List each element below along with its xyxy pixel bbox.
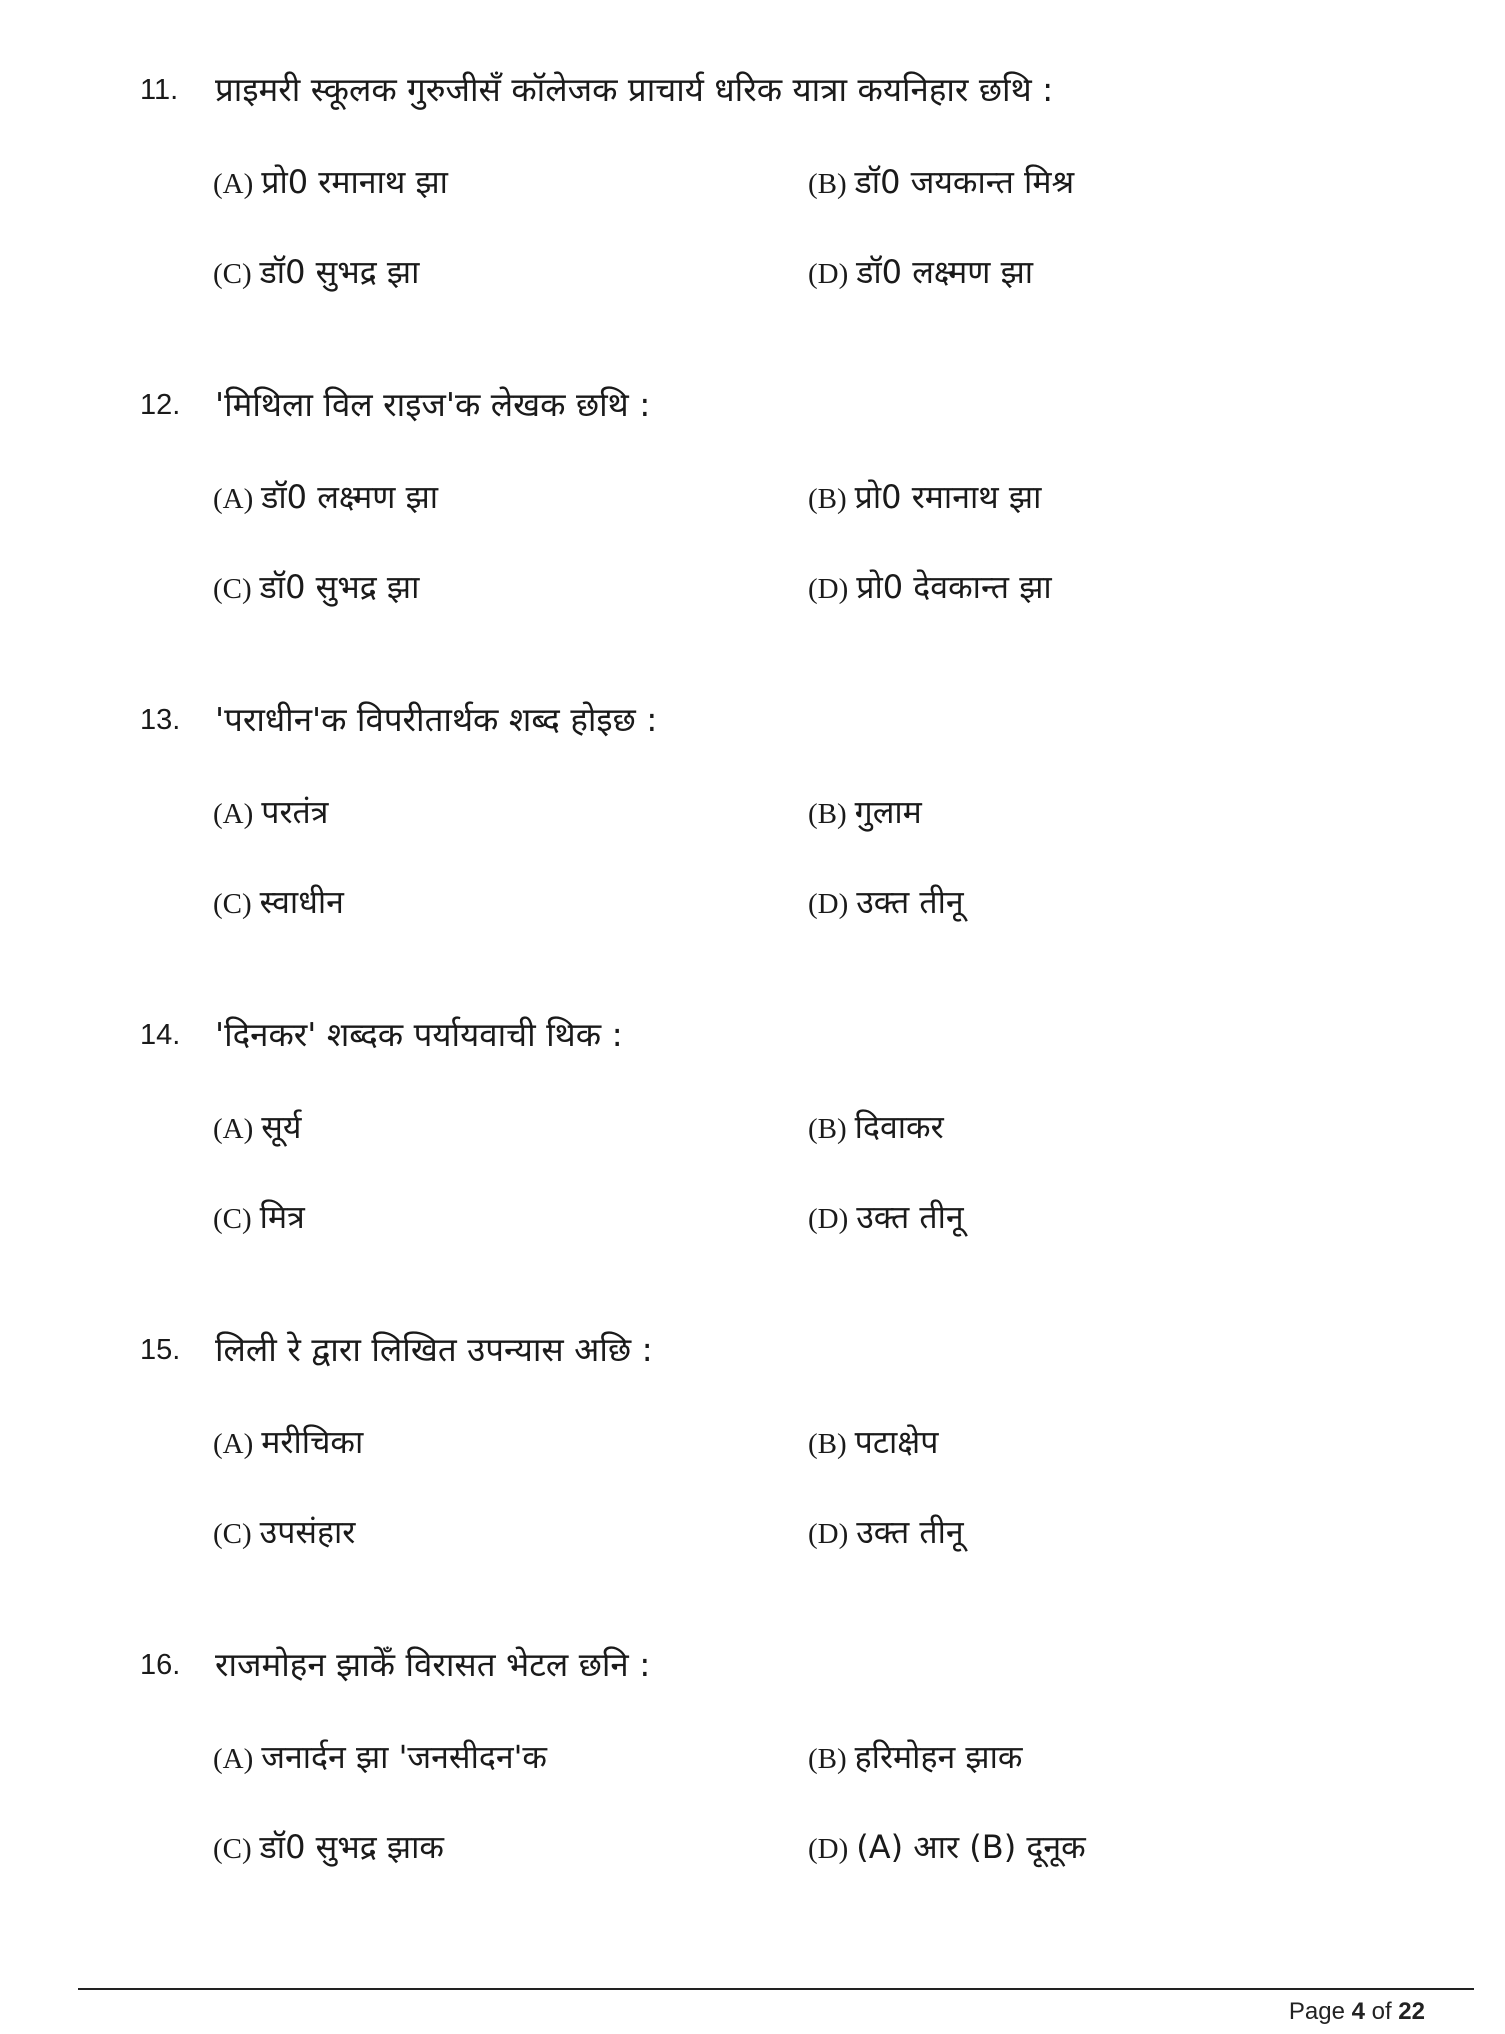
option-text: डॉ0 सुभद्र झा xyxy=(259,253,420,291)
page-number xyxy=(1289,1997,1425,2027)
option-text: स्वाधीन xyxy=(259,883,344,921)
option-label: (C) xyxy=(213,1833,252,1865)
option-text: (A) आर (B) दूनूक xyxy=(856,1828,1086,1866)
option-text: प्रो0 रमानाथ झा xyxy=(261,163,448,201)
option-b xyxy=(808,477,1041,519)
option-text: पटाक्षेप xyxy=(854,1423,939,1461)
page-current: 4 xyxy=(1351,1998,1365,2025)
option-label: (B) xyxy=(808,483,847,515)
option-c xyxy=(213,252,419,294)
question-number: 14. xyxy=(140,1019,181,1051)
option-text: दिवाकर xyxy=(854,1108,944,1146)
option-label: (C) xyxy=(213,258,252,290)
option-text: जनार्दन झा 'जनसीदन'क xyxy=(261,1738,547,1776)
option-text: उक्त तीनू xyxy=(856,1198,964,1236)
option-label: (A) xyxy=(213,798,254,830)
option-d xyxy=(808,1197,964,1239)
option-label: (A) xyxy=(213,1428,254,1460)
question-number: 13. xyxy=(140,704,181,736)
option-label: (C) xyxy=(213,1518,252,1550)
option-a xyxy=(213,1107,301,1149)
option-label: (D) xyxy=(808,1833,849,1865)
question-number: 12. xyxy=(140,389,181,421)
option-a xyxy=(213,477,438,519)
option-a xyxy=(213,792,328,834)
option-b xyxy=(808,1107,944,1149)
option-label: (C) xyxy=(213,888,252,920)
footer-divider xyxy=(78,1988,1474,1990)
option-label: (A) xyxy=(213,1113,254,1145)
option-label: (C) xyxy=(213,1203,252,1235)
option-text: डॉ0 सुभद्र झा xyxy=(259,568,420,606)
option-label: (D) xyxy=(808,1518,849,1550)
option-label: (A) xyxy=(213,168,254,200)
option-text: प्रो0 रमानाथ झा xyxy=(854,478,1042,516)
option-d xyxy=(808,567,1052,609)
option-text: प्रो0 देवकान्त झा xyxy=(856,568,1052,606)
option-d xyxy=(808,882,964,924)
question-number: 15. xyxy=(140,1334,181,1366)
question-block xyxy=(0,1645,1505,1945)
question-block xyxy=(0,385,1505,685)
question-block xyxy=(0,1015,1505,1315)
option-d xyxy=(808,1512,964,1554)
option-label: (B) xyxy=(808,798,847,830)
option-a xyxy=(213,1422,363,1464)
question-text: 'पराधीन'क विपरीतार्थक शब्द होइछ : xyxy=(215,700,658,739)
option-c xyxy=(213,567,419,609)
option-text: सूर्य xyxy=(261,1108,302,1146)
option-c xyxy=(213,1197,305,1239)
option-label: (D) xyxy=(808,888,849,920)
option-text: हरिमोहन झाक xyxy=(854,1738,1023,1776)
question-block xyxy=(0,70,1505,370)
question-text: 'मिथिला विल राइज'क लेखक छथि : xyxy=(215,385,651,424)
question-text: प्राइमरी स्कूलक गुरुजीसँ कॉलेजक प्राचार्य धरिक यात्रा कयनिहार छथि : xyxy=(215,70,1054,109)
question-number: 16. xyxy=(140,1649,181,1681)
option-label: (A) xyxy=(213,483,254,515)
option-b xyxy=(808,1422,938,1464)
option-d xyxy=(808,252,1033,294)
option-text: डॉ0 लक्ष्मण झा xyxy=(261,478,439,516)
option-text: मित्र xyxy=(259,1198,305,1236)
page-total: 22 xyxy=(1398,1998,1425,2025)
option-text: परतंत्र xyxy=(261,793,329,831)
option-text: उपसंहार xyxy=(259,1513,356,1551)
option-label: (D) xyxy=(808,258,849,290)
option-b xyxy=(808,162,1074,204)
option-text: गुलाम xyxy=(854,793,922,831)
option-c xyxy=(213,1827,444,1869)
option-text: उक्त तीनू xyxy=(856,883,964,921)
option-label: (A) xyxy=(213,1743,254,1775)
option-b xyxy=(808,1737,1022,1779)
option-text: उक्त तीनू xyxy=(856,1513,964,1551)
question-text: लिली रे द्वारा लिखित उपन्यास अछि : xyxy=(215,1330,653,1369)
option-label: (B) xyxy=(808,1743,847,1775)
question-block xyxy=(0,1330,1505,1630)
page-separator: of xyxy=(1364,1998,1399,2025)
option-label: (B) xyxy=(808,1428,847,1460)
option-label: (C) xyxy=(213,573,252,605)
question-text: 'दिनकर' शब्दक पर्यायवाची थिक : xyxy=(215,1015,623,1054)
option-d xyxy=(808,1827,1086,1869)
option-a xyxy=(213,1737,547,1779)
option-text: मरीचिका xyxy=(261,1423,364,1461)
option-c xyxy=(213,1512,355,1554)
option-c xyxy=(213,882,344,924)
question-text: राजमोहन झाकेँ विरासत भेटल छनि : xyxy=(215,1645,651,1684)
option-text: डॉ0 लक्ष्मण झा xyxy=(856,253,1034,291)
question-number: 11. xyxy=(140,74,179,106)
option-label: (B) xyxy=(808,168,847,200)
option-label: (B) xyxy=(808,1113,847,1145)
option-label: (D) xyxy=(808,1203,849,1235)
question-block xyxy=(0,700,1505,1000)
option-b xyxy=(808,792,922,834)
option-a xyxy=(213,162,448,204)
option-label: (D) xyxy=(808,573,849,605)
page-prefix: Page xyxy=(1288,1998,1352,2025)
option-text: डॉ0 जयकान्त मिश्र xyxy=(854,163,1075,201)
option-text: डॉ0 सुभद्र झाक xyxy=(259,1828,444,1866)
